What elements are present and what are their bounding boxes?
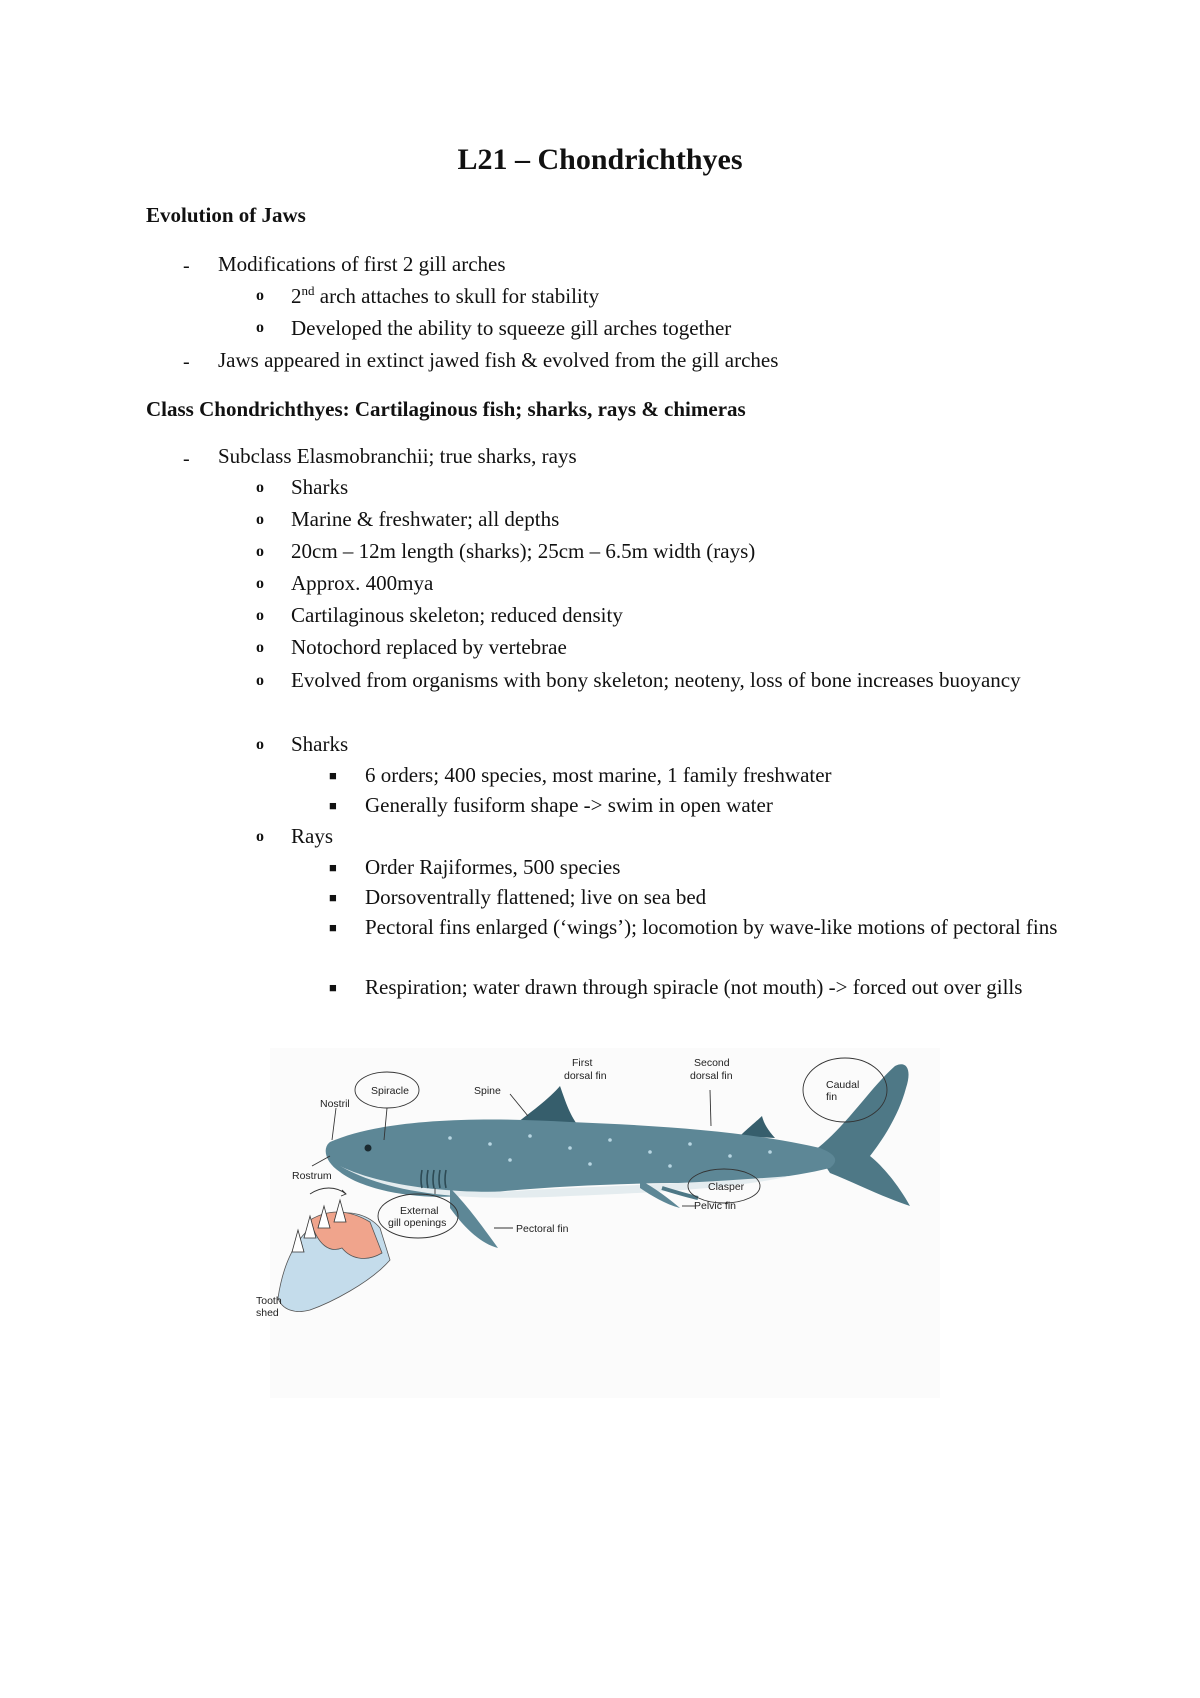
square-bullet: ■	[329, 798, 337, 813]
section-heading-class: Class Chondrichthyes: Cartilaginous fish; sharks, rays & chimeras	[146, 397, 746, 421]
square-bullet: ■	[329, 768, 337, 783]
list-item: Rays	[291, 824, 333, 848]
list-item: Sharks	[291, 732, 349, 756]
list-item: Sharks	[291, 475, 349, 499]
circle-bullet: o	[256, 672, 264, 689]
list-item: Subclass Elasmobranchii; true sharks, rays	[218, 444, 577, 468]
list-item: Marine & freshwater; all depths	[291, 507, 560, 531]
label-first-dorsal-line1: First	[572, 1057, 593, 1069]
list-item: Developed the ability to squeeze gill arches together	[291, 316, 732, 340]
square-bullet: ■	[329, 890, 337, 905]
document-title: L21 – Chondrichthyes	[457, 143, 743, 176]
dash-bullet: -	[183, 255, 190, 277]
dash-bullet: -	[183, 351, 190, 373]
label-tooth-line1: Tooth	[256, 1295, 282, 1307]
ordinal-suffix: nd	[301, 283, 315, 298]
list-item	[291, 281, 599, 311]
label-second-dorsal-line1: Second	[694, 1057, 730, 1069]
list-item: Generally fusiform shape -> swim in open water	[365, 793, 773, 817]
dash-bullet: -	[183, 448, 190, 470]
ordinal-number: 2	[291, 284, 302, 308]
list-item: Notochord replaced by vertebrae	[291, 635, 567, 659]
list-item: 6 orders; 400 species, most marine, 1 family freshwater	[365, 763, 832, 787]
list-item: Respiration; water drawn through spiracle (not mouth) -> forced out over gills	[365, 975, 1023, 999]
label-second-dorsal-line2: dorsal fin	[690, 1070, 733, 1082]
label-first-dorsal-line2: dorsal fin	[564, 1070, 607, 1082]
circle-bullet: o	[256, 319, 264, 336]
label-clasper: Clasper	[708, 1181, 745, 1193]
list-item: Order Rajiformes, 500 species	[365, 855, 621, 879]
list-item: 20cm – 12m length (sharks); 25cm – 6.5m width (rays)	[291, 539, 756, 563]
list-item: Cartilaginous skeleton; reduced density	[291, 603, 623, 627]
eye-shape	[365, 1145, 372, 1152]
label-nostril: Nostril	[320, 1098, 350, 1110]
square-bullet: ■	[329, 860, 337, 875]
circle-bullet: o	[256, 575, 264, 592]
label-gill-line1: External	[400, 1205, 439, 1217]
label-spiracle: Spiracle	[371, 1085, 409, 1097]
circle-bullet: o	[256, 479, 264, 496]
shark-anatomy-figure	[256, 1048, 940, 1398]
list-item: Evolved from organisms with bony skeleton; neoteny, loss of bone increases buoyancy	[291, 668, 1021, 692]
list-item: Dorsoventrally flattened; live on sea bed	[365, 885, 707, 909]
list-item: Jaws appeared in extinct jawed fish & evolved from the gill arches	[218, 348, 779, 372]
circle-bullet: o	[256, 543, 264, 560]
circle-bullet: o	[256, 511, 264, 528]
circle-bullet: o	[256, 736, 264, 753]
circle-bullet: o	[256, 607, 264, 624]
list-item: Pectoral fins enlarged (‘wings’); locomotion by wave-like motions of pectoral fins	[365, 915, 1058, 939]
label-spine: Spine	[474, 1085, 501, 1097]
label-caudal-line2: fin	[826, 1091, 838, 1103]
square-bullet: ■	[329, 920, 337, 935]
circle-bullet: o	[256, 639, 264, 656]
circle-bullet: o	[256, 828, 264, 845]
list-item: Modifications of first 2 gill arches	[218, 252, 506, 276]
circle-bullet: o	[256, 287, 264, 304]
square-bullet: ■	[329, 980, 337, 995]
label-gill-line2: gill openings	[388, 1217, 447, 1229]
label-tooth-line2: shed	[256, 1307, 279, 1319]
label-caudal-line1: Caudal	[826, 1079, 860, 1091]
label-pectoral-fin: Pectoral fin	[516, 1223, 569, 1235]
label-pelvic-fin: Pelvic fin	[694, 1200, 737, 1212]
section-heading-jaws: Evolution of Jaws	[146, 203, 306, 227]
list-item-text: arch attaches to skull for stability	[314, 284, 600, 308]
list-item: Approx. 400mya	[291, 571, 434, 595]
label-rostrum: Rostrum	[292, 1170, 332, 1182]
